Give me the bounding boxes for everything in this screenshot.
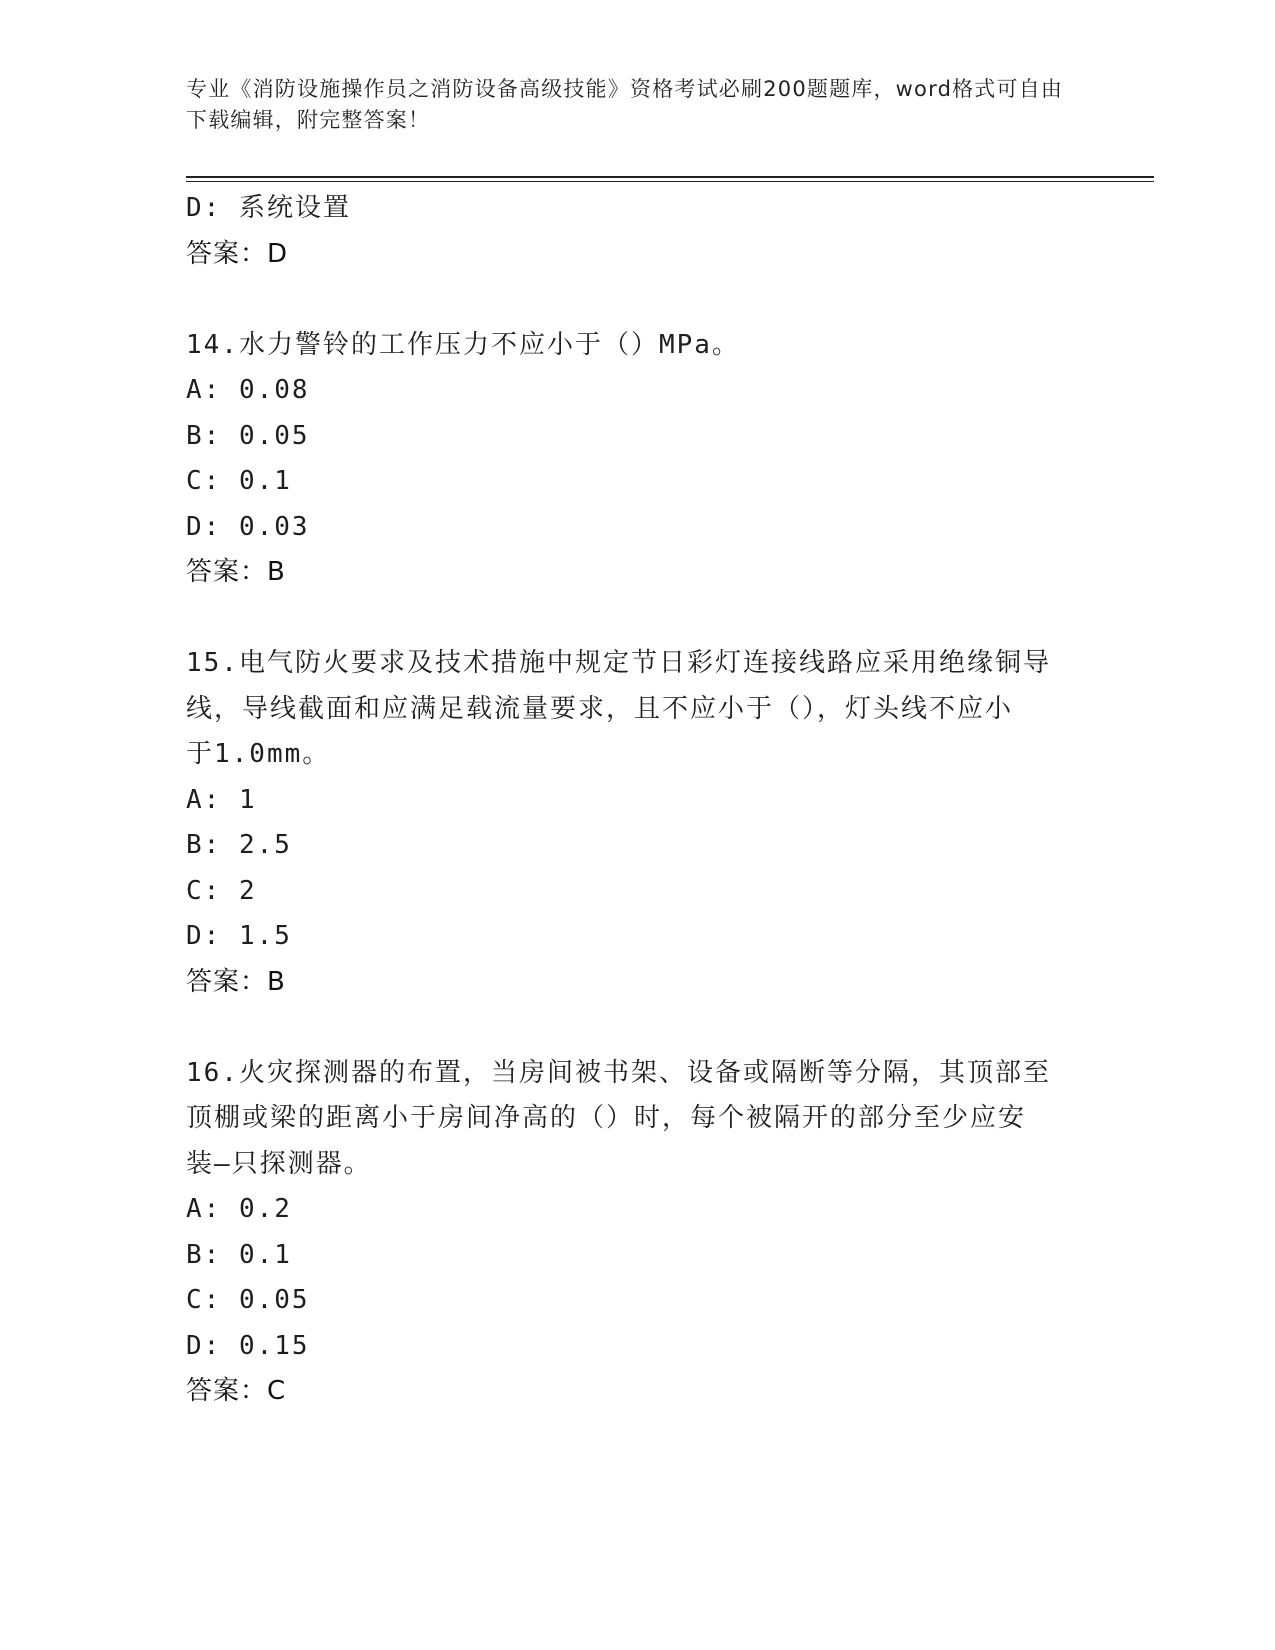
option-a: A: 0.08: [186, 375, 310, 405]
question-text-line: 线，导线截面和应满足载流量要求，且不应小于（），灯头线不应小: [186, 693, 1014, 724]
spacer: [186, 1005, 1086, 1051]
option-c: C: 0.05: [186, 1285, 310, 1315]
carryover-answer: 答案：D: [186, 238, 289, 269]
answer-line: 答案：B: [186, 557, 286, 587]
answer-line: 答案：B: [186, 966, 286, 997]
option-c: C: 2: [186, 875, 257, 906]
option-b: B: 0.1: [186, 1239, 292, 1270]
question-block-16: [186, 1051, 1086, 1415]
header-rule-thick: [186, 176, 1154, 178]
question-text-line: 装—只探测器。: [186, 1148, 372, 1179]
option-a: A: 1: [186, 784, 257, 815]
spacer: [186, 596, 1086, 642]
question-block-14: [186, 323, 1086, 596]
option-d: D: 1.5: [186, 921, 292, 951]
option-d: D: 0.15: [186, 1330, 310, 1361]
header-rule-thin: [186, 181, 1154, 182]
option-a: A: 0.2: [186, 1194, 292, 1224]
question-text-line: 14.水力警铃的工作压力不应小于（）MPa。: [186, 329, 740, 360]
question-text-line: 于1.0mm。: [186, 739, 331, 769]
question-text-line: 15.电气防火要求及技术措施中规定节日彩灯连接线路应采用绝缘铜导: [186, 648, 1051, 678]
answer-line: 答案：C: [186, 1376, 287, 1406]
option-c: C: 0.1: [186, 466, 292, 496]
question-content: [186, 186, 1086, 1415]
option-b: B: 0.05: [186, 420, 310, 451]
question-text-line: 顶棚或梁的距离小于房间净高的（）时，每个被隔开的部分至少应安: [186, 1103, 1027, 1133]
option-d: D: 0.03: [186, 511, 310, 542]
spacer: [186, 277, 1086, 323]
question-text-line: 16.火灾探测器的布置，当房间被书架、设备或隔断等分隔，其顶部至: [186, 1057, 1051, 1088]
carryover-option-d: D: 系统设置: [186, 193, 351, 223]
question-block-15: [186, 641, 1086, 1005]
option-b: B: 2.5: [186, 830, 292, 860]
page-header: 专业《消防设施操作员之消防设备高级技能》资格考试必刷200题题库，word格式可自由下载编辑，附完整答案！: [186, 77, 1064, 132]
